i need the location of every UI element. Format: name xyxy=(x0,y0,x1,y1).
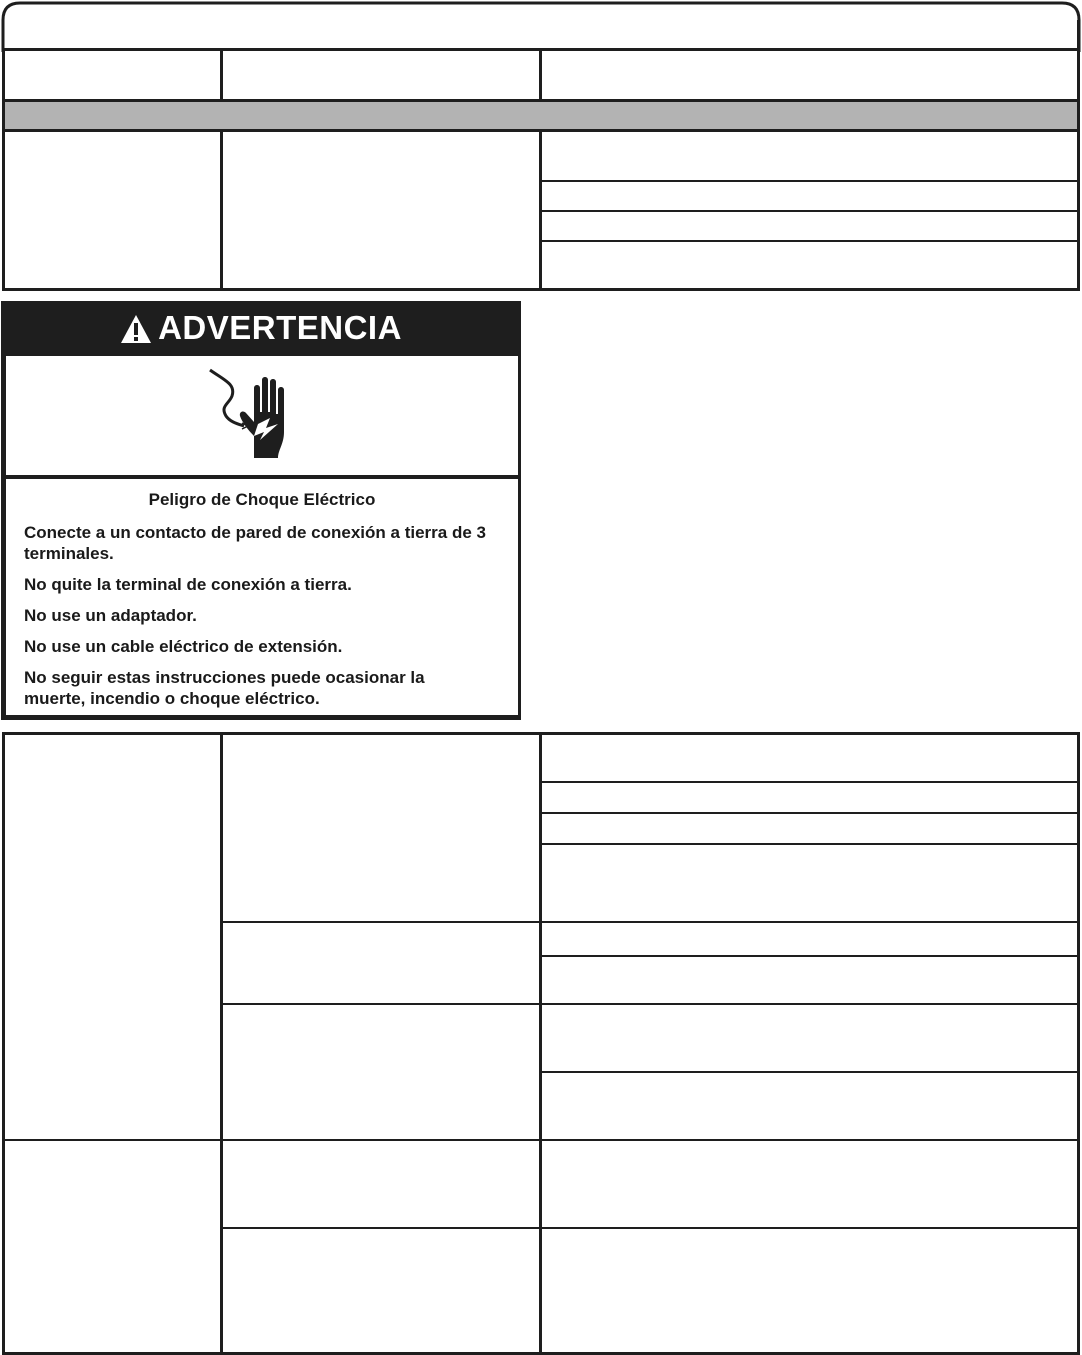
table-rule xyxy=(540,812,1080,814)
section-band xyxy=(4,102,1078,129)
warning-text-panel xyxy=(6,479,518,715)
table-rule xyxy=(2,1139,1080,1141)
warning-subtitle: Peligro de Choque Eléctrico xyxy=(148,490,376,509)
table-rule xyxy=(539,48,542,102)
warning-line: No use un adaptador. xyxy=(24,606,197,625)
warning-label xyxy=(1,301,521,720)
table-rule xyxy=(221,921,1080,923)
warning-line: No use un cable eléctrico de extensión. xyxy=(24,637,343,656)
table-rule xyxy=(1077,732,1080,1355)
table-rule xyxy=(220,129,223,291)
warning-line: Conecte a un contacto de pared de conexión a tierra de 3 terminales. xyxy=(24,523,486,563)
table-rule xyxy=(220,732,223,1355)
warning-line: No quite la terminal de conexión a tierra. xyxy=(24,575,352,594)
table-rule xyxy=(2,732,5,1355)
table-rule xyxy=(2,48,5,291)
table-rule xyxy=(540,240,1080,242)
warning-triangle-icon xyxy=(120,314,152,344)
table-rule xyxy=(1077,20,1080,291)
warning-line: No seguir estas instrucciones puede ocasionar la muerte, incendio o choque eléctrico. xyxy=(24,668,425,708)
table-rule xyxy=(540,210,1080,212)
table-rule xyxy=(221,1003,1080,1005)
table-rule xyxy=(540,180,1080,182)
table-rule xyxy=(540,955,1080,957)
warning-icon-panel xyxy=(6,356,518,475)
warning-title: ADVERTENCIA xyxy=(158,309,402,346)
table-rule xyxy=(540,843,1080,845)
table-rule xyxy=(540,781,1080,783)
warning-header xyxy=(1,301,521,355)
table-header-frame xyxy=(0,0,1082,52)
table-rule xyxy=(539,732,542,1355)
table-rule xyxy=(221,1227,1080,1229)
table-rule xyxy=(220,48,223,102)
electric-shock-hand-icon xyxy=(202,366,302,466)
table-rule xyxy=(539,129,542,291)
table-rule xyxy=(540,1071,1080,1073)
